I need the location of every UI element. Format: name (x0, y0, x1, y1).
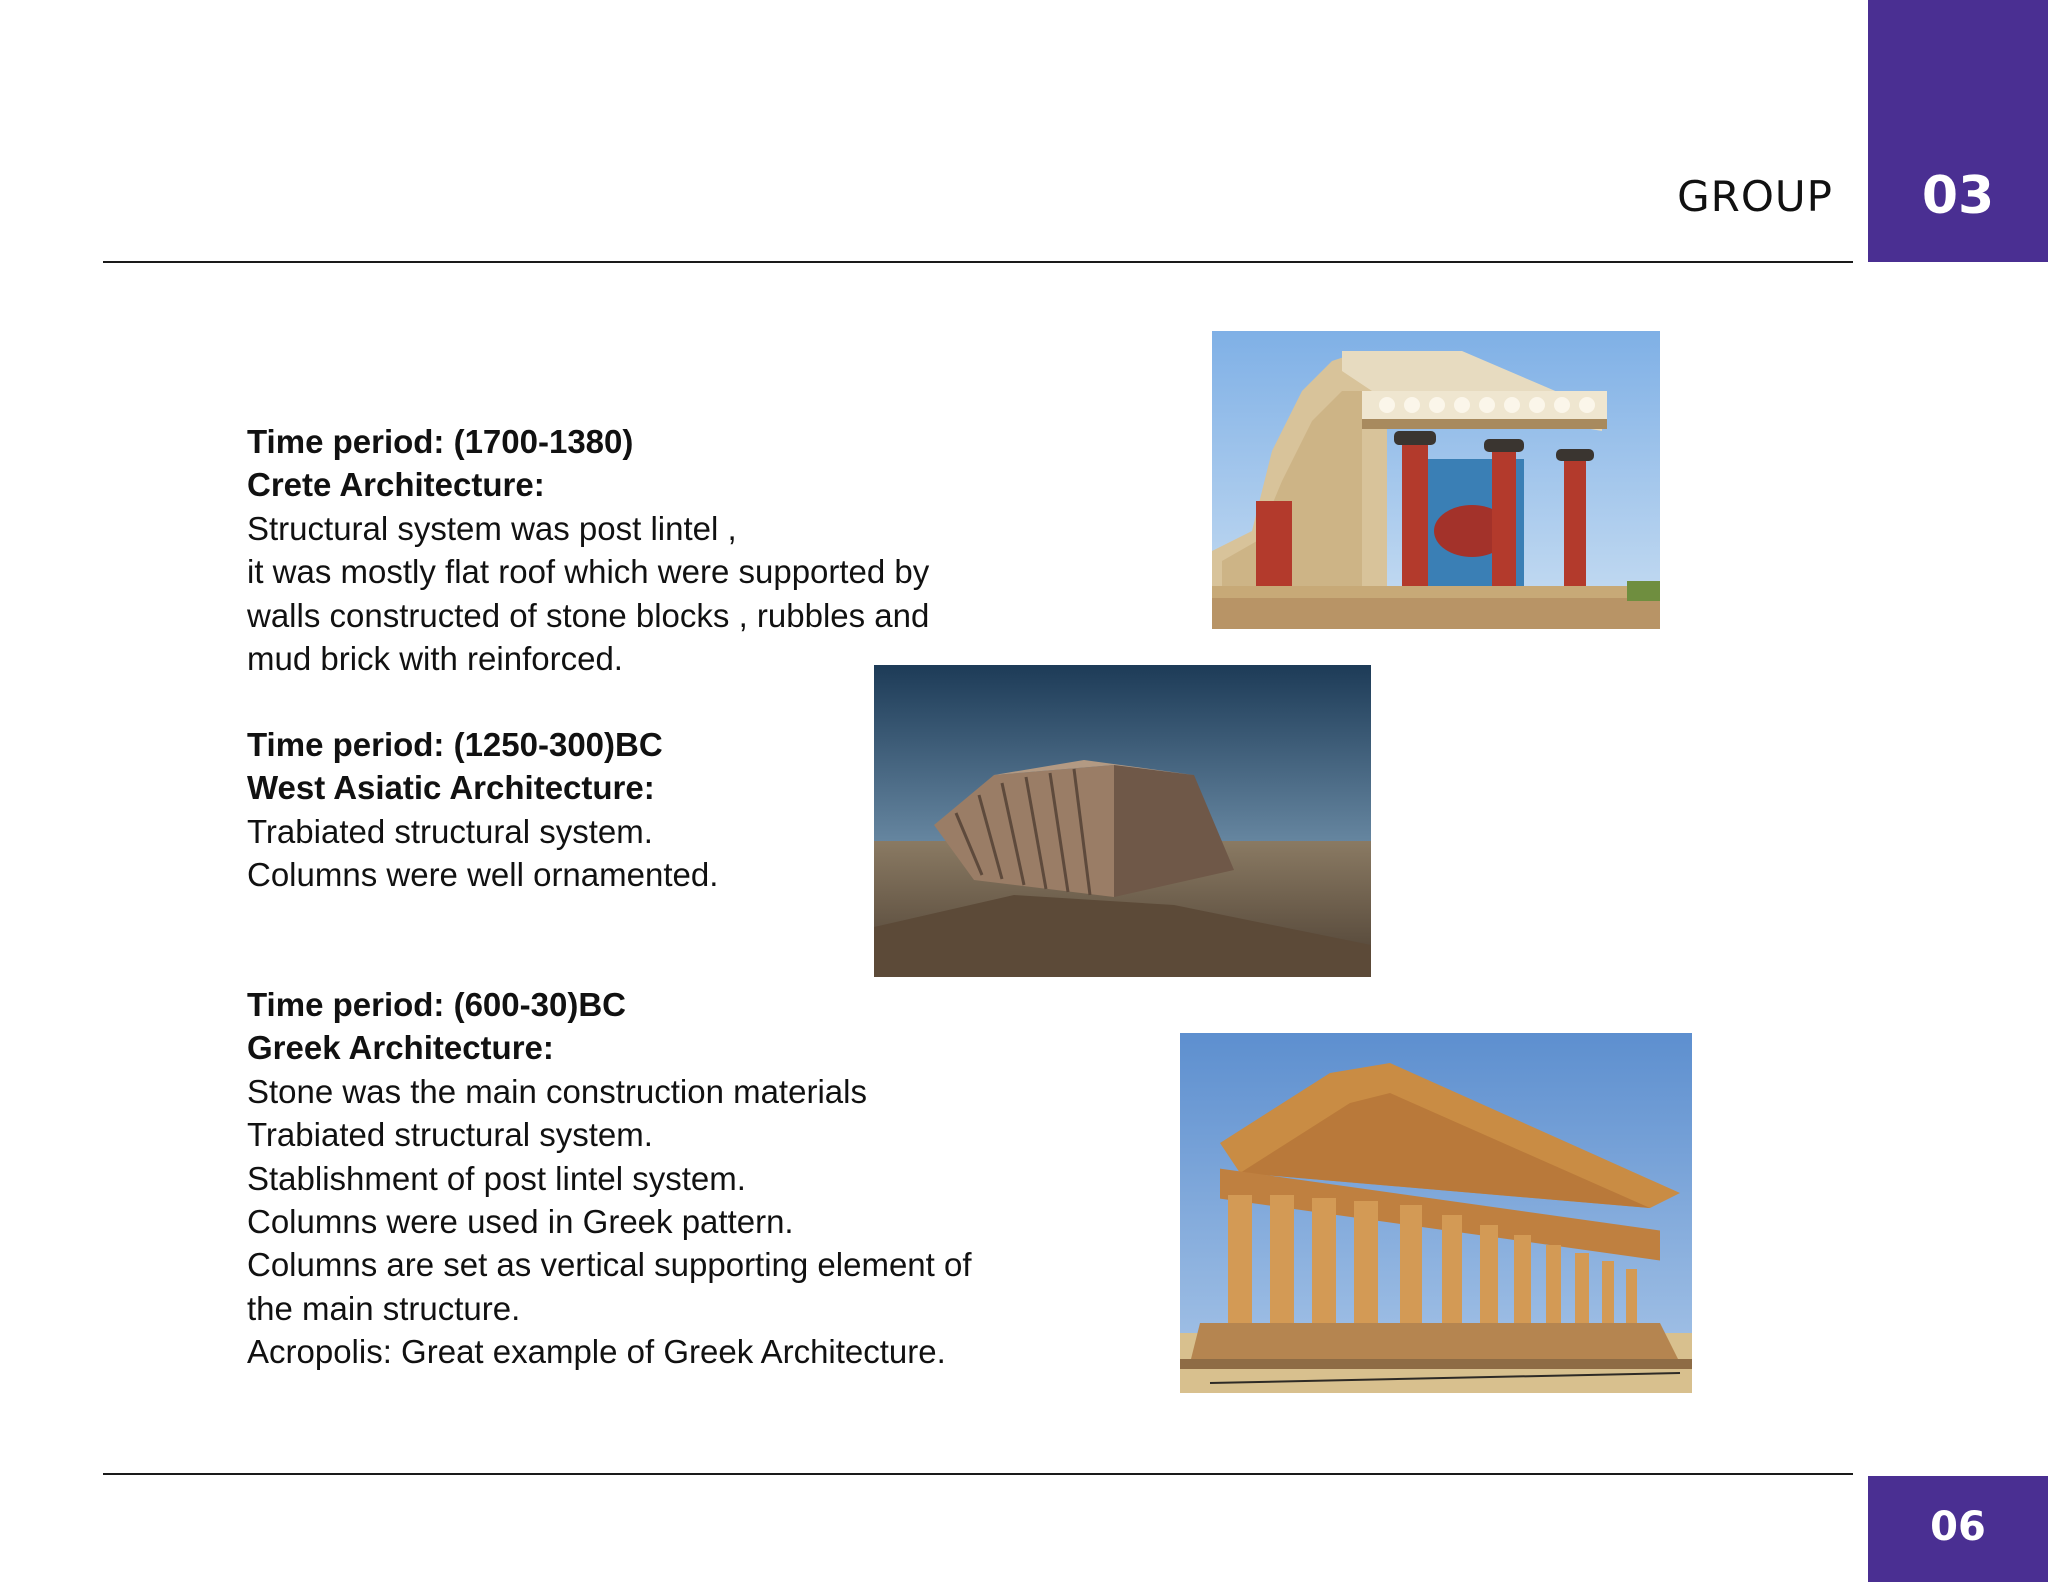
section-line: Structural system was post lintel , (247, 509, 737, 547)
section-line: Columns were used in Greek pattern. (247, 1203, 794, 1241)
ziggurat-photo (874, 665, 1371, 977)
section-line: the main structure. (247, 1289, 521, 1327)
greek-temple-photo (1180, 1033, 1692, 1393)
footer-divider (103, 1473, 1853, 1475)
section-title: West Asiatic Architecture: (247, 769, 655, 807)
section-line: Stone was the main construction materials (247, 1072, 867, 1110)
page-number-badge (1868, 1476, 2048, 1582)
section-greek (247, 983, 972, 1374)
group-number: 03 (1921, 166, 1995, 226)
section-west-asiatic (247, 723, 718, 897)
section-line: mud brick with reinforced. (247, 640, 623, 678)
header-group-label: GROUP (1677, 172, 1833, 221)
section-title: Crete Architecture: (247, 466, 545, 504)
section-line: Trabiated structural system. (247, 1116, 653, 1154)
section-line: Stablishment of post lintel system. (247, 1159, 746, 1197)
section-line: it was mostly flat roof which were supported by (247, 553, 930, 591)
section-line: walls constructed of stone blocks , rubbles and (247, 596, 930, 634)
page-number: 06 (1930, 1504, 1986, 1550)
section-line: Columns are set as vertical supporting element of (247, 1246, 972, 1284)
crete-palace-photo (1212, 331, 1660, 629)
section-period: Time period: (1250-300)BC (247, 726, 663, 763)
section-period: Time period: (1700-1380) (247, 423, 634, 460)
group-number-badge (1868, 0, 2048, 262)
section-line: Columns were well ornamented. (247, 856, 719, 894)
section-title: Greek Architecture: (247, 1029, 554, 1067)
section-crete (247, 420, 929, 680)
header-divider (103, 261, 1853, 263)
section-line: Acropolis: Great example of Greek Architecture. (247, 1333, 946, 1371)
section-period: Time period: (600-30)BC (247, 986, 626, 1023)
section-line: Trabiated structural system. (247, 812, 653, 850)
